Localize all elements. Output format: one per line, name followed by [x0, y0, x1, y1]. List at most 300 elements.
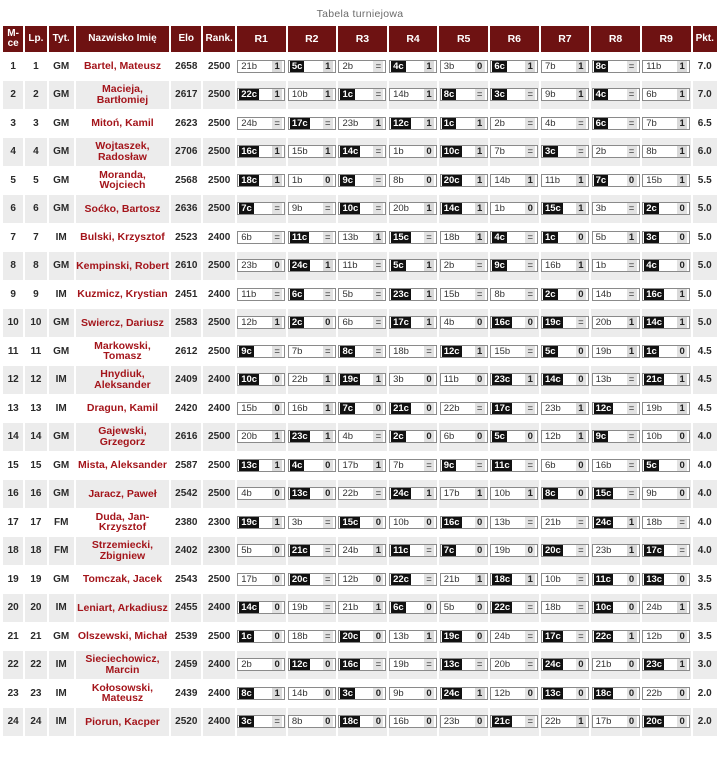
- opponent-black: 7c: [342, 402, 354, 414]
- round-result[interactable]: [490, 601, 538, 614]
- round-result[interactable]: [541, 601, 589, 614]
- round-result[interactable]: [237, 544, 285, 557]
- round-result[interactable]: [288, 88, 336, 101]
- round-result[interactable]: [490, 430, 538, 443]
- round-result[interactable]: [288, 373, 336, 386]
- round-result[interactable]: [642, 259, 690, 272]
- round-result[interactable]: [440, 60, 488, 73]
- round-result[interactable]: [338, 288, 386, 301]
- round-result[interactable]: [541, 88, 589, 101]
- round-result[interactable]: [490, 316, 538, 329]
- round-result[interactable]: [541, 316, 589, 329]
- round-cell: [541, 280, 590, 309]
- round-result[interactable]: [592, 601, 640, 614]
- round-result[interactable]: [389, 316, 437, 329]
- player-name: Leniart, Arkadiusz: [76, 594, 169, 623]
- round-cell: [642, 708, 691, 737]
- round-result[interactable]: [592, 259, 640, 272]
- round-result[interactable]: [338, 630, 386, 643]
- round-result[interactable]: [237, 202, 285, 215]
- round-result[interactable]: [288, 288, 336, 301]
- round-cell: [237, 708, 286, 737]
- round-result[interactable]: [541, 373, 589, 386]
- opponent-white: 17b: [241, 573, 258, 585]
- round-result[interactable]: [389, 117, 437, 130]
- round-result[interactable]: [642, 288, 690, 301]
- round-result[interactable]: [237, 715, 285, 728]
- game-result: 0: [677, 716, 687, 727]
- round-cell: [288, 537, 337, 566]
- game-result: =: [323, 631, 333, 642]
- round-cell: [541, 81, 590, 110]
- elo-cell: 2409: [171, 366, 201, 395]
- round-result[interactable]: [338, 687, 386, 700]
- lp-cell: 21: [25, 622, 46, 651]
- round-result[interactable]: [642, 516, 690, 529]
- game-result: =: [424, 545, 434, 556]
- round-result[interactable]: [541, 715, 589, 728]
- round-result[interactable]: [490, 459, 538, 472]
- opponent-white: 2b: [342, 60, 354, 72]
- lp-cell: 12: [25, 366, 46, 395]
- title-cell: GM: [49, 252, 74, 281]
- round-result[interactable]: [490, 345, 538, 358]
- round-result[interactable]: [541, 516, 589, 529]
- round-result[interactable]: [389, 145, 437, 158]
- opponent-white: 21b: [544, 516, 561, 528]
- round-result[interactable]: [288, 687, 336, 700]
- round-result[interactable]: [490, 88, 538, 101]
- round-result[interactable]: [592, 459, 640, 472]
- round-result[interactable]: [642, 174, 690, 187]
- game-result: 0: [272, 403, 282, 414]
- game-result: 1: [323, 146, 333, 157]
- round-result[interactable]: [541, 174, 589, 187]
- round-result[interactable]: [592, 60, 640, 73]
- round-result[interactable]: [592, 573, 640, 586]
- round-result[interactable]: [389, 174, 437, 187]
- round-result[interactable]: [642, 573, 690, 586]
- round-result[interactable]: [237, 630, 285, 643]
- round-result[interactable]: [490, 145, 538, 158]
- round-result[interactable]: [541, 117, 589, 130]
- round-result[interactable]: [592, 174, 640, 187]
- round-result[interactable]: [541, 487, 589, 500]
- round-result[interactable]: [642, 487, 690, 500]
- round-result[interactable]: [389, 658, 437, 671]
- round-result[interactable]: [642, 544, 690, 557]
- round-result[interactable]: [490, 544, 538, 557]
- round-result[interactable]: [440, 630, 488, 643]
- points-cell: 3.5: [693, 622, 718, 651]
- round-result[interactable]: [592, 231, 640, 244]
- round-result[interactable]: [237, 658, 285, 671]
- round-result[interactable]: [288, 601, 336, 614]
- opponent-white: 21b: [443, 573, 460, 585]
- round-result[interactable]: [338, 544, 386, 557]
- round-result[interactable]: [338, 259, 386, 272]
- opponent-white: 2b: [494, 117, 505, 129]
- round-result[interactable]: [592, 345, 640, 358]
- round-result[interactable]: [338, 88, 386, 101]
- round-result[interactable]: [642, 145, 690, 158]
- round-result[interactable]: [237, 288, 285, 301]
- game-result: 0: [677, 346, 687, 357]
- round-result[interactable]: [490, 487, 538, 500]
- round-result[interactable]: [389, 630, 437, 643]
- round-result[interactable]: [592, 402, 640, 415]
- round-result[interactable]: [490, 231, 538, 244]
- round-result[interactable]: [288, 202, 336, 215]
- round-cell: [389, 622, 438, 651]
- opponent-black: 8c: [342, 345, 354, 357]
- round-result[interactable]: [440, 345, 488, 358]
- round-result[interactable]: [490, 174, 538, 187]
- round-result[interactable]: [338, 60, 386, 73]
- round-cell: [389, 280, 438, 309]
- round-result[interactable]: [338, 402, 386, 415]
- opponent-black: 17c: [544, 630, 561, 642]
- round-result[interactable]: [592, 487, 640, 500]
- points-cell: 5.0: [693, 195, 718, 224]
- round-result[interactable]: [592, 117, 640, 130]
- round-result[interactable]: [288, 430, 336, 443]
- round-result[interactable]: [642, 658, 690, 671]
- round-result[interactable]: [642, 373, 690, 386]
- round-result[interactable]: [592, 715, 640, 728]
- round-result[interactable]: [592, 658, 640, 671]
- round-result[interactable]: [237, 60, 285, 73]
- rank-cell: 2500: [203, 195, 234, 224]
- round-result[interactable]: [592, 88, 640, 101]
- round-result[interactable]: [389, 373, 437, 386]
- round-result[interactable]: [389, 573, 437, 586]
- round-result[interactable]: [288, 544, 336, 557]
- opponent-black: 14c: [342, 146, 359, 158]
- round-result[interactable]: [288, 630, 336, 643]
- round-result[interactable]: [338, 145, 386, 158]
- round-result[interactable]: [389, 402, 437, 415]
- round-result[interactable]: [389, 231, 437, 244]
- round-result[interactable]: [237, 316, 285, 329]
- round-result[interactable]: [440, 174, 488, 187]
- round-result[interactable]: [541, 145, 589, 158]
- round-result[interactable]: [642, 117, 690, 130]
- game-result: =: [323, 232, 333, 243]
- round-result[interactable]: [338, 316, 386, 329]
- round-result[interactable]: [288, 145, 336, 158]
- round-result[interactable]: [440, 202, 488, 215]
- round-cell: [338, 537, 387, 566]
- round-result[interactable]: [440, 715, 488, 728]
- game-result: 1: [677, 118, 687, 129]
- round-result[interactable]: [642, 601, 690, 614]
- round-result[interactable]: [541, 288, 589, 301]
- round-result[interactable]: [389, 601, 437, 614]
- round-result[interactable]: [389, 259, 437, 272]
- round-result[interactable]: [237, 573, 285, 586]
- round-result[interactable]: [440, 658, 488, 671]
- round-result[interactable]: [490, 630, 538, 643]
- lp-cell: 23: [25, 679, 46, 708]
- round-result[interactable]: [237, 174, 285, 187]
- round-result[interactable]: [288, 658, 336, 671]
- opponent-black: 18c: [342, 716, 359, 728]
- round-result[interactable]: [592, 687, 640, 700]
- round-result[interactable]: [541, 231, 589, 244]
- round-result[interactable]: [237, 231, 285, 244]
- round-result[interactable]: [288, 573, 336, 586]
- round-result[interactable]: [389, 430, 437, 443]
- round-result[interactable]: [288, 516, 336, 529]
- table-row: [3, 423, 717, 452]
- game-result: 0: [323, 460, 333, 471]
- round-result[interactable]: [592, 145, 640, 158]
- opponent-white: 3b: [393, 374, 404, 386]
- round-result[interactable]: [389, 60, 437, 73]
- round-result[interactable]: [642, 430, 690, 443]
- round-result[interactable]: [338, 373, 386, 386]
- rank-cell: 2500: [203, 166, 234, 195]
- round-result[interactable]: [642, 202, 690, 215]
- round-result[interactable]: [642, 345, 690, 358]
- game-result: =: [373, 317, 383, 328]
- round-result[interactable]: [440, 544, 488, 557]
- round-result[interactable]: [288, 316, 336, 329]
- round-result[interactable]: [288, 174, 336, 187]
- round-result[interactable]: [288, 402, 336, 415]
- round-result[interactable]: [237, 687, 285, 700]
- round-result[interactable]: [288, 487, 336, 500]
- round-result[interactable]: [440, 573, 488, 586]
- opponent-white: 8b: [494, 288, 505, 300]
- round-cell: [338, 138, 387, 167]
- round-result[interactable]: [642, 630, 690, 643]
- round-result[interactable]: [440, 687, 488, 700]
- round-result[interactable]: [338, 601, 386, 614]
- round-cell: [389, 109, 438, 138]
- round-result[interactable]: [490, 516, 538, 529]
- round-result[interactable]: [541, 430, 589, 443]
- round-result[interactable]: [490, 573, 538, 586]
- round-result[interactable]: [440, 373, 488, 386]
- round-result[interactable]: [642, 715, 690, 728]
- round-result[interactable]: [338, 658, 386, 671]
- round-result[interactable]: [440, 316, 488, 329]
- header-rank: Rank.: [203, 26, 234, 52]
- round-result[interactable]: [338, 202, 386, 215]
- round-result[interactable]: [389, 345, 437, 358]
- round-result[interactable]: [440, 145, 488, 158]
- place-cell: 2: [3, 81, 23, 110]
- player-name: Bartel, Mateusz: [76, 52, 169, 81]
- round-result[interactable]: [490, 117, 538, 130]
- round-result[interactable]: [642, 402, 690, 415]
- round-result[interactable]: [592, 316, 640, 329]
- game-result: 0: [373, 688, 383, 699]
- round-result[interactable]: [338, 715, 386, 728]
- round-result[interactable]: [389, 88, 437, 101]
- round-result[interactable]: [541, 402, 589, 415]
- round-result[interactable]: [490, 60, 538, 73]
- round-cell: [389, 52, 438, 81]
- round-result[interactable]: [541, 60, 589, 73]
- round-result[interactable]: [592, 373, 640, 386]
- game-result: 1: [475, 146, 485, 157]
- round-result[interactable]: [440, 402, 488, 415]
- round-result[interactable]: [338, 573, 386, 586]
- round-result[interactable]: [642, 231, 690, 244]
- game-result: 1: [475, 118, 485, 129]
- opponent-white: 14b: [291, 687, 308, 699]
- round-result[interactable]: [642, 60, 690, 73]
- round-result[interactable]: [541, 259, 589, 272]
- round-result[interactable]: [338, 430, 386, 443]
- round-cell: [642, 537, 691, 566]
- round-cell: [490, 166, 539, 195]
- opponent-black: 5c: [494, 431, 505, 443]
- round-result[interactable]: [338, 231, 386, 244]
- round-result[interactable]: [490, 373, 538, 386]
- round-result[interactable]: [288, 345, 336, 358]
- round-result[interactable]: [642, 316, 690, 329]
- points-cell: 3.5: [693, 594, 718, 623]
- round-result[interactable]: [288, 459, 336, 472]
- round-result[interactable]: [288, 117, 336, 130]
- round-cell: [439, 451, 488, 480]
- round-result[interactable]: [440, 601, 488, 614]
- round-result[interactable]: [490, 402, 538, 415]
- round-cell: [642, 366, 691, 395]
- round-result[interactable]: [592, 544, 640, 557]
- round-result[interactable]: [642, 687, 690, 700]
- round-cell: [237, 622, 286, 651]
- opponent-white: 13b: [342, 231, 359, 243]
- round-result[interactable]: [389, 288, 437, 301]
- round-result[interactable]: [592, 430, 640, 443]
- opponent-black: 24c: [291, 260, 308, 272]
- opponent-white: 17b: [595, 716, 612, 728]
- round-result[interactable]: [389, 544, 437, 557]
- round-result[interactable]: [237, 145, 285, 158]
- round-result[interactable]: [237, 487, 285, 500]
- game-result: =: [373, 346, 383, 357]
- round-result[interactable]: [592, 202, 640, 215]
- round-result[interactable]: [288, 231, 336, 244]
- round-result[interactable]: [338, 345, 386, 358]
- round-result[interactable]: [338, 516, 386, 529]
- round-result[interactable]: [541, 459, 589, 472]
- round-result[interactable]: [237, 345, 285, 358]
- game-result: 1: [576, 260, 586, 271]
- round-result[interactable]: [288, 715, 336, 728]
- round-result[interactable]: [592, 516, 640, 529]
- opponent-white: 19b: [291, 602, 308, 614]
- round-result[interactable]: [440, 516, 488, 529]
- round-result[interactable]: [338, 459, 386, 472]
- round-result[interactable]: [237, 88, 285, 101]
- round-result[interactable]: [389, 487, 437, 500]
- opponent-black: 8c: [544, 488, 556, 500]
- round-result[interactable]: [541, 630, 589, 643]
- game-result: 0: [677, 260, 687, 271]
- round-result[interactable]: [541, 202, 589, 215]
- round-result[interactable]: [440, 430, 488, 443]
- lp-cell: 7: [25, 223, 46, 252]
- elo-cell: 2616: [171, 423, 201, 452]
- round-result[interactable]: [288, 259, 336, 272]
- header-round: R9: [642, 26, 691, 52]
- table-row: [3, 594, 717, 623]
- round-result[interactable]: [541, 345, 589, 358]
- round-result[interactable]: [541, 687, 589, 700]
- round-cell: [237, 451, 286, 480]
- round-result[interactable]: [389, 202, 437, 215]
- round-result[interactable]: [490, 259, 538, 272]
- opponent-black: 22c: [595, 630, 612, 642]
- round-result[interactable]: [592, 630, 640, 643]
- rank-cell: 2500: [203, 565, 234, 594]
- player-name: Olszewski, Michał: [76, 622, 169, 651]
- round-result[interactable]: [389, 516, 437, 529]
- round-result[interactable]: [440, 459, 488, 472]
- round-result[interactable]: [237, 516, 285, 529]
- round-result[interactable]: [592, 288, 640, 301]
- round-result[interactable]: [237, 601, 285, 614]
- round-result[interactable]: [389, 715, 437, 728]
- opponent-white: 6b: [342, 317, 354, 329]
- round-cell: [490, 223, 539, 252]
- round-result[interactable]: [440, 487, 488, 500]
- round-result[interactable]: [237, 459, 285, 472]
- round-result[interactable]: [642, 88, 690, 101]
- round-result[interactable]: [237, 373, 285, 386]
- round-result[interactable]: [389, 687, 437, 700]
- round-result[interactable]: [541, 658, 589, 671]
- round-result[interactable]: [440, 288, 488, 301]
- round-result[interactable]: [288, 60, 336, 73]
- round-result[interactable]: [440, 259, 488, 272]
- opponent-white: 15b: [241, 402, 258, 414]
- round-result[interactable]: [237, 259, 285, 272]
- lp-cell: 11: [25, 337, 46, 366]
- round-result[interactable]: [642, 459, 690, 472]
- title-cell: GM: [49, 52, 74, 81]
- round-result[interactable]: [490, 288, 538, 301]
- round-result[interactable]: [440, 231, 488, 244]
- round-result[interactable]: [237, 402, 285, 415]
- round-result[interactable]: [338, 117, 386, 130]
- round-result[interactable]: [389, 459, 437, 472]
- round-result[interactable]: [338, 174, 386, 187]
- round-result[interactable]: [490, 715, 538, 728]
- round-result[interactable]: [490, 202, 538, 215]
- round-result[interactable]: [541, 573, 589, 586]
- round-cell: [338, 651, 387, 680]
- game-result: 1: [424, 631, 434, 642]
- round-result[interactable]: [338, 487, 386, 500]
- opponent-white: 18b: [443, 231, 460, 243]
- round-result[interactable]: [490, 687, 538, 700]
- round-result[interactable]: [541, 544, 589, 557]
- rank-cell: 2500: [203, 109, 234, 138]
- game-result: =: [576, 545, 586, 556]
- round-result[interactable]: [440, 117, 488, 130]
- round-result[interactable]: [490, 658, 538, 671]
- round-result[interactable]: [440, 88, 488, 101]
- round-result[interactable]: [237, 430, 285, 443]
- round-result[interactable]: [237, 117, 285, 130]
